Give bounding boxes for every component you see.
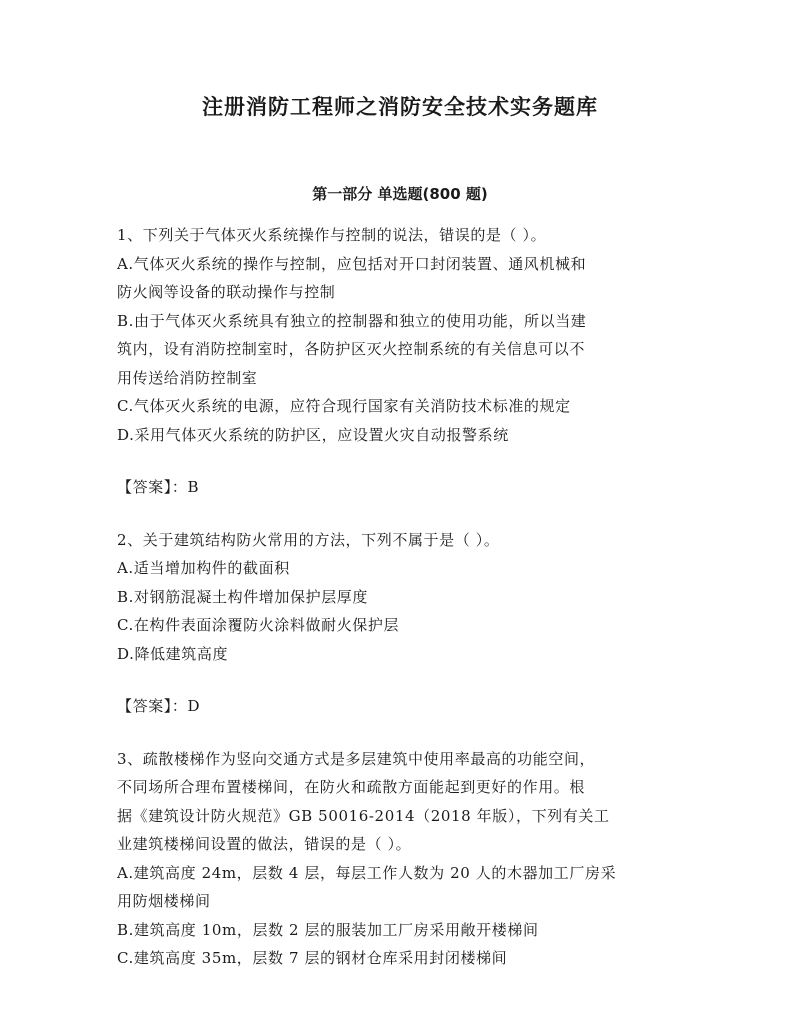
option-c: C.建筑高度 35m，层数 7 层的钢材仓库采用封闭楼梯间 <box>117 949 508 967</box>
question-stem-continued: 不同场所合理布置楼梯间，在防火和疏散方面能起到更好的作用。根 <box>117 778 586 796</box>
question-3 <box>117 745 677 973</box>
answer-line: 【答案】：B <box>117 478 200 496</box>
option-b-continued: 筑内，设有消防控制室时，各防护区灭火控制系统的有关信息可以不 <box>117 340 586 358</box>
question-stem: 1、下列关于气体灭火系统操作与控制的说法，错误的是（ ）。 <box>117 226 547 244</box>
answer-line: 【答案】：D <box>117 697 201 715</box>
option-c: C.气体灭火系统的电源，应符合现行国家有关消防技术标准的规定 <box>117 397 571 415</box>
option-b-continued: 用传送给消防控制室 <box>117 368 258 387</box>
option-c: C.在构件表面涂覆防火涂料做耐火保护层 <box>117 616 400 634</box>
question-list <box>117 221 677 973</box>
question-stem-continued: 业建筑楼梯间设置的做法，错误的是（ ）。 <box>117 835 412 853</box>
option-d: D.采用气体灭火系统的防护区，应设置火灾自动报警系统 <box>117 425 509 444</box>
question-stem-continued: 据《建筑设计防火规范》GB 50016-2014（2018 年版），下列有关工 <box>117 806 610 825</box>
section-title: 第一部分 单选题(800 题) <box>312 185 488 203</box>
option-d: D.降低建筑高度 <box>117 644 229 663</box>
question-2 <box>117 526 677 745</box>
question-1 <box>117 221 677 526</box>
option-a: A.建筑高度 24m，层数 4 层，每层工作人数为 20 人的木器加工厂房采 <box>117 863 617 882</box>
option-b: B.建筑高度 10m，层数 2 层的服装加工厂房采用敞开楼梯间 <box>117 920 539 939</box>
option-a: A.气体灭火系统的操作与控制，应包括对开口封闭装置、通风机械和 <box>117 254 587 273</box>
option-a-continued: 用防烟楼梯间 <box>117 892 211 910</box>
option-b: B.由于气体灭火系统具有独立的控制器和独立的使用功能，所以当建 <box>117 311 587 330</box>
option-a: A.适当增加构件的截面积 <box>117 559 290 577</box>
question-stem: 3、疏散楼梯作为竖向交通方式是多层建筑中使用率最高的功能空间， <box>117 749 596 768</box>
option-b: B.对钢筋混凝土构件增加保护层厚度 <box>117 587 368 606</box>
document-title: 注册消防工程师之消防安全技术实务题库 <box>202 95 598 119</box>
question-stem: 2、关于建筑结构防火常用的方法，下列不属于是（ ）。 <box>117 530 500 549</box>
option-a-continued: 防火阀等设备的联动操作与控制 <box>117 283 336 301</box>
